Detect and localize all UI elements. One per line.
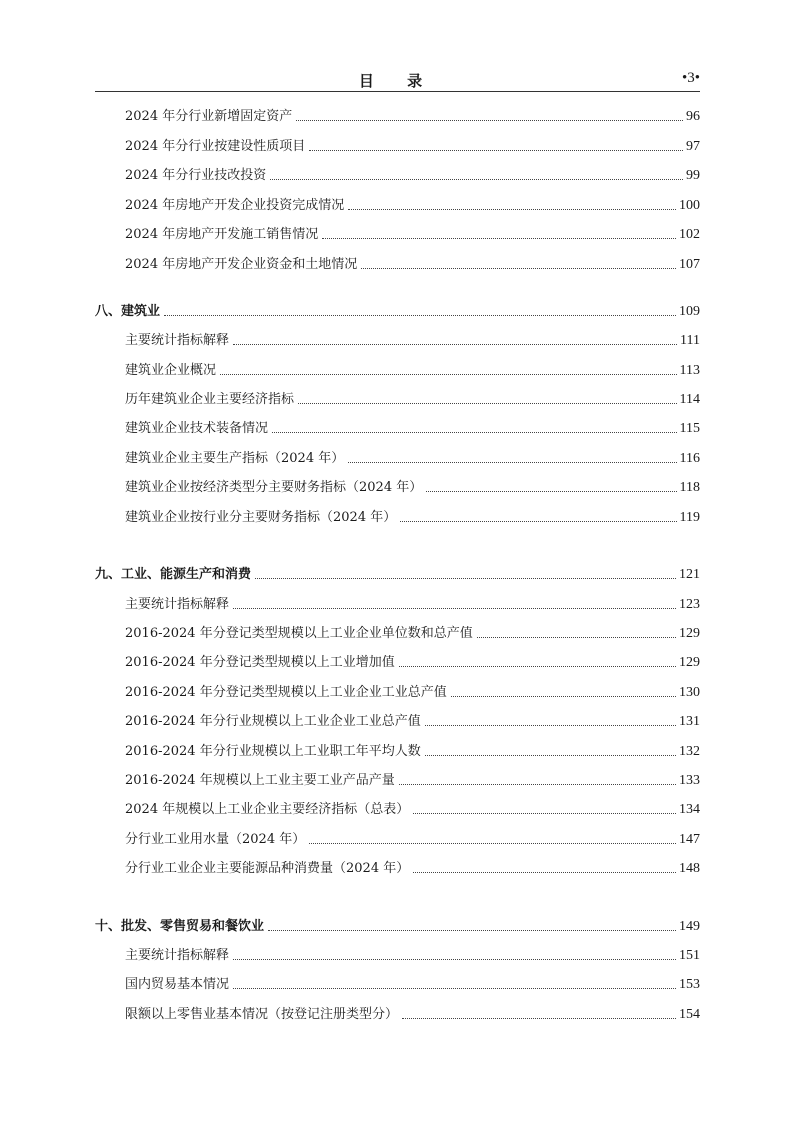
- toc-chapter-entry[interactable]: [95, 915, 700, 935]
- toc-entry-label: 2024 年分行业技改投资: [125, 168, 267, 183]
- dot-leader: [348, 209, 676, 210]
- toc-entry-label: 建筑业企业概况: [125, 363, 217, 378]
- toc-entry-label: 2016-2024 年分行业规模以上工业职工年平均人数: [125, 744, 421, 759]
- toc-entry-label: 2024 年房地产开发施工销售情况: [125, 227, 319, 242]
- toc-entry-page: 132: [679, 744, 700, 759]
- toc-entry-page: 147: [679, 832, 700, 847]
- toc-entry[interactable]: [95, 506, 700, 526]
- toc-entry-label: 2024 年规模以上工业企业主要经济指标（总表）: [125, 802, 410, 817]
- toc-entry-page: 116: [679, 451, 700, 466]
- dot-leader: [220, 374, 677, 375]
- toc-entry[interactable]: [95, 740, 700, 760]
- dot-leader: [413, 872, 676, 873]
- toc-entry-page: 115: [679, 421, 700, 436]
- toc-entry-label: 2016-2024 年分登记类型规模以上工业企业工业总产值: [125, 685, 447, 700]
- toc-entry-page: 133: [679, 773, 700, 788]
- toc-entry-label: 建筑业企业按行业分主要财务指标（2024 年）: [125, 510, 397, 525]
- toc-entry-page: 129: [679, 655, 700, 670]
- toc-entry[interactable]: [95, 622, 700, 642]
- toc-chapter-entry[interactable]: [95, 300, 700, 320]
- toc-entry-page: 129: [679, 626, 700, 641]
- toc-entry-label: 2024 年房地产开发企业投资完成情况: [125, 198, 345, 213]
- toc-entry-label: 2016-2024 年分登记类型规模以上工业企业单位数和总产值: [125, 626, 473, 641]
- toc-entry-label: 2016-2024 年分登记类型规模以上工业增加值: [125, 655, 395, 670]
- dot-leader: [164, 315, 676, 316]
- toc-entry-page: 113: [679, 363, 700, 378]
- toc-entry-page: 153: [679, 977, 700, 992]
- toc-entry-page: 130: [679, 685, 700, 700]
- dot-leader: [309, 843, 676, 844]
- dot-leader: [425, 755, 676, 756]
- page-number: •3•: [681, 70, 700, 86]
- toc-entry-label: 主要统计指标解释: [125, 333, 230, 348]
- dot-leader: [399, 784, 676, 785]
- dot-leader: [270, 179, 683, 180]
- toc-entry-page: 149: [679, 919, 700, 934]
- toc-entry-label: 2024 年分行业新增固定资产: [125, 109, 293, 124]
- toc-entry-label: 2016-2024 年规模以上工业主要工业产品产量: [125, 773, 395, 788]
- dot-leader: [425, 725, 676, 726]
- toc-entry-page: 114: [679, 392, 700, 407]
- toc-entry-page: 123: [679, 597, 700, 612]
- toc-entry-label: 2024 年分行业按建设性质项目: [125, 139, 306, 154]
- toc-entry[interactable]: [95, 651, 700, 671]
- toc-entry-label: 2016-2024 年分行业规模以上工业企业工业总产值: [125, 714, 421, 729]
- toc-entry-page: 148: [679, 861, 700, 876]
- toc-entry-page: 102: [679, 227, 700, 242]
- toc-entry-label: 国内贸易基本情况: [125, 977, 230, 992]
- dot-leader: [348, 462, 676, 463]
- toc-entry-page: 100: [679, 198, 700, 213]
- toc-entry-label: 限额以上零售业基本情况（按登记注册类型分）: [125, 1007, 399, 1022]
- toc-entry[interactable]: [95, 476, 700, 496]
- dot-leader: [361, 268, 676, 269]
- dot-leader: [233, 959, 676, 960]
- toc-chapter-entry[interactable]: [95, 563, 700, 583]
- toc-entry-page: 99: [686, 168, 700, 183]
- toc-entry-page: 119: [679, 510, 700, 525]
- dot-leader: [255, 578, 676, 579]
- toc-entry[interactable]: [95, 417, 700, 437]
- toc-entry[interactable]: [95, 973, 700, 993]
- toc-entry-page: 96: [686, 109, 700, 124]
- dot-leader: [233, 608, 676, 609]
- toc-entry[interactable]: [95, 105, 700, 125]
- dot-leader: [477, 637, 676, 638]
- toc-entry-label: 建筑业企业按经济类型分主要财务指标（2024 年）: [125, 480, 423, 495]
- toc-entry[interactable]: [95, 857, 700, 877]
- toc-entry-page: 151: [679, 948, 700, 963]
- toc-entry[interactable]: [95, 798, 700, 818]
- toc-entry-label: 主要统计指标解释: [125, 948, 230, 963]
- toc-entry-page: 107: [679, 257, 700, 272]
- dot-leader: [268, 930, 676, 931]
- dot-leader: [272, 432, 677, 433]
- toc-entry-label: 十、批发、零售贸易和餐饮业: [95, 919, 265, 934]
- toc-entry[interactable]: [95, 329, 700, 349]
- toc-entry[interactable]: [95, 388, 700, 408]
- toc-entry[interactable]: [95, 223, 700, 243]
- toc-entry[interactable]: [95, 593, 700, 613]
- dot-leader: [413, 813, 676, 814]
- dot-leader: [451, 696, 676, 697]
- page-header: [95, 66, 700, 92]
- toc-entry[interactable]: [95, 194, 700, 214]
- toc-entry-page: 111: [680, 333, 700, 348]
- toc-entry[interactable]: [95, 681, 700, 701]
- toc-entry-page: 118: [679, 480, 700, 495]
- toc-entry[interactable]: [95, 359, 700, 379]
- toc-entry-label: 分行业工业用水量（2024 年）: [125, 832, 306, 847]
- toc-entry-label: 九、工业、能源生产和消费: [95, 567, 252, 582]
- toc-entry[interactable]: [95, 253, 700, 273]
- toc-entry[interactable]: [95, 944, 700, 964]
- toc-entry-page: 134: [679, 802, 700, 817]
- toc-entry-page: 154: [679, 1007, 700, 1022]
- toc-entry[interactable]: [95, 769, 700, 789]
- dot-leader: [296, 120, 683, 121]
- toc-entry-page: 97: [686, 139, 700, 154]
- toc-entry-page: 131: [679, 714, 700, 729]
- toc-entry-label: 建筑业企业主要生产指标（2024 年）: [125, 451, 345, 466]
- header-rule: [95, 91, 700, 92]
- toc-entry[interactable]: [95, 447, 700, 467]
- toc-entry[interactable]: [95, 710, 700, 730]
- dot-leader: [233, 344, 677, 345]
- dot-leader: [402, 1018, 676, 1019]
- page-title: 目 录: [358, 72, 437, 90]
- dot-leader: [400, 521, 676, 522]
- toc-entry-label: 2024 年房地产开发企业资金和土地情况: [125, 257, 358, 272]
- dot-leader: [233, 988, 676, 989]
- toc-entry[interactable]: [95, 828, 700, 848]
- dot-leader: [426, 491, 676, 492]
- toc-entry-label: 建筑业企业技术装备情况: [125, 421, 269, 436]
- toc-entry[interactable]: [95, 135, 700, 155]
- toc-entry-page: 109: [679, 304, 700, 319]
- toc-entry[interactable]: [95, 164, 700, 184]
- dot-leader: [298, 403, 677, 404]
- toc-entry-label: 历年建筑业企业主要经济指标: [125, 392, 295, 407]
- toc-entry[interactable]: [95, 1003, 700, 1023]
- toc-entry-label: 八、建筑业: [95, 304, 161, 319]
- dot-leader: [399, 666, 676, 667]
- toc-entry-page: 121: [679, 567, 700, 582]
- dot-leader: [322, 238, 676, 239]
- toc-entry-label: 主要统计指标解释: [125, 597, 230, 612]
- dot-leader: [309, 150, 683, 151]
- toc-entry-label: 分行业工业企业主要能源品种消费量（2024 年）: [125, 861, 410, 876]
